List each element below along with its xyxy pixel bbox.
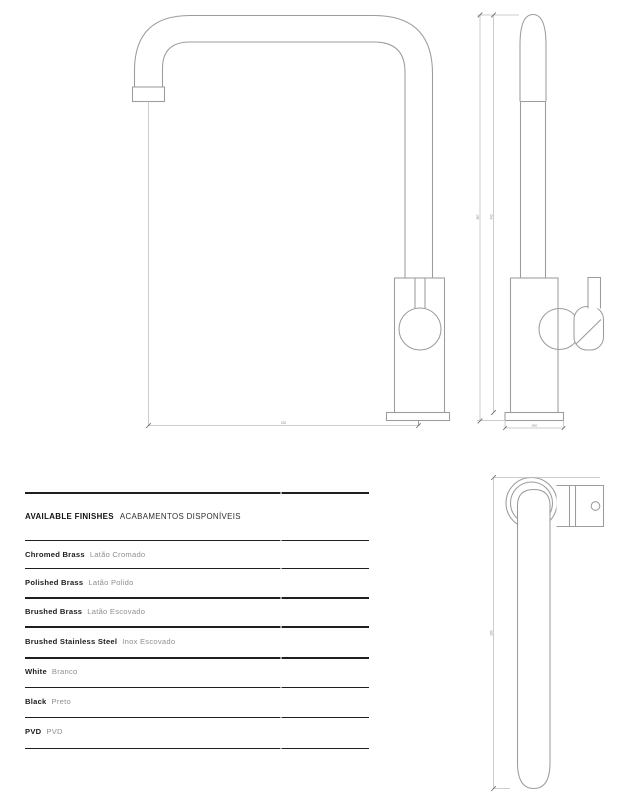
base-plate-front [387, 413, 450, 421]
dimension-label-depth: 280 [489, 630, 494, 636]
handle-top-fill [557, 486, 604, 527]
handle-pivot [574, 307, 604, 351]
finishes-header-en: AVAILABLE FINISHES [25, 511, 114, 521]
spout-cap-profile [520, 15, 546, 102]
finish-name-en: Polished Brass [25, 578, 84, 587]
dimension-label-base-diameter: Ø50 [531, 423, 538, 428]
front-view-drawing [133, 16, 450, 429]
table-rule [25, 717, 369, 719]
side-view-drawing [476, 13, 604, 430]
faucet-body-front [395, 278, 445, 413]
finish-name-en: White [25, 667, 47, 676]
finish-name-en: Brushed Stainless Steel [25, 636, 118, 646]
table-rule [25, 748, 369, 750]
finish-name-en: Chromed Brass [25, 549, 85, 559]
faucet-body-side [511, 278, 559, 413]
dimension-label-total-height: 367 [475, 214, 480, 220]
dimension-label-spout-height: 342 [489, 214, 494, 220]
finishes-header-pt: ACABAMENTOS DISPONÍVEIS [119, 511, 241, 521]
finish-name-pt: Inox Escovado [122, 636, 176, 646]
spout-arm-outer-outline [135, 16, 433, 279]
finish-row [25, 550, 145, 559]
finish-name-en: Brushed Brass [25, 607, 83, 616]
finish-name-en: PVD [25, 727, 42, 736]
table-rule [25, 687, 369, 689]
spout-arm-inner-outline [163, 42, 406, 278]
finish-name-pt: Latão Polido [88, 578, 134, 587]
finish-row [25, 637, 175, 646]
finish-name-pt: Branco [51, 667, 78, 676]
finish-row [25, 578, 134, 587]
spout-aerator-tip [133, 87, 165, 102]
finish-row [25, 697, 71, 706]
finish-row [25, 607, 145, 616]
finish-row [25, 727, 63, 736]
table-rule [25, 568, 369, 570]
finish-name-pt: Latão Cromado [89, 549, 146, 559]
spout-arm-plan-outline [518, 490, 551, 789]
finish-name-pt: Latão Escovado [87, 607, 146, 616]
finish-name-pt: Preto [51, 696, 71, 706]
handle-knob-circle [399, 308, 441, 350]
top-view-drawing [489, 475, 603, 791]
table-rule [25, 657, 369, 659]
base-plate-side [505, 413, 564, 421]
riser-tube-profile [521, 102, 546, 279]
finish-name-pt: PVD [46, 727, 63, 736]
body-inner-tube-lines [415, 278, 425, 308]
table-rule [25, 540, 369, 542]
finish-name-en: Black [25, 696, 47, 706]
dimension-label-front-reach: 232 [280, 421, 287, 426]
front-dimension [146, 102, 421, 429]
finish-row [25, 667, 77, 676]
finishes-table-header [25, 512, 241, 521]
table-rule [25, 626, 369, 628]
handle-lever-stick [588, 278, 601, 309]
table-rule [25, 597, 369, 599]
table-rule [25, 492, 369, 494]
